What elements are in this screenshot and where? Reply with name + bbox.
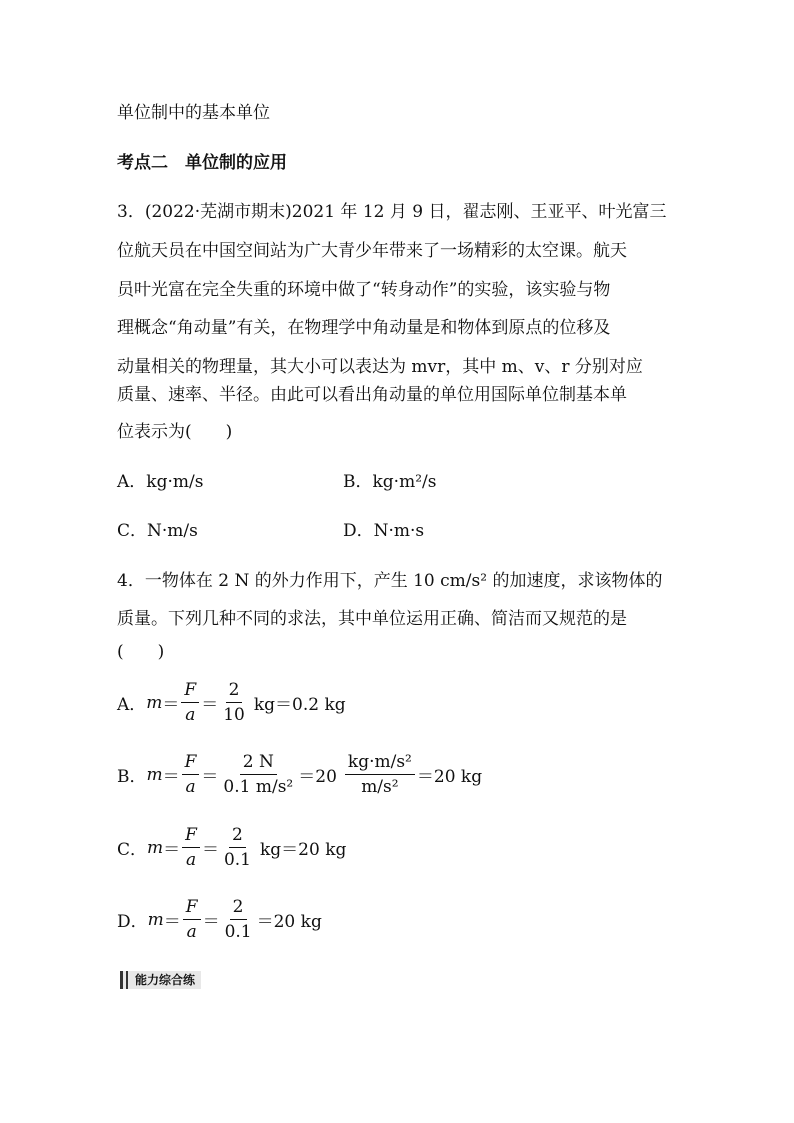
denominator: a [185,777,196,797]
fraction-values [221,825,254,870]
q4-line-3: ( ) [117,642,165,662]
q3-line-6: 质量、速率、半径。由此可以看出角动量的单位用国际单位制基本单 [117,385,627,405]
fraction-units [345,752,415,797]
q4-option-c [117,825,346,870]
fraction-values [222,897,255,942]
q3-line-3: 员叶光富在完全失重的环境中做了“转身动作”的实验，该实验与物 [117,280,611,300]
q4-line-2: 质量。下列几种不同的求法，其中单位运用正确、简洁而又规范的是 [117,609,627,629]
equals: ＝ [201,840,219,860]
q3-option-c: C．N·m/s [117,521,198,541]
result: kg＝0.2 kg [253,695,346,715]
numerator: F [181,680,199,703]
equals: ＝ [162,767,180,787]
denominator: m/s² [361,777,399,797]
numerator: 2 N [240,752,277,775]
math-m: m [146,692,163,713]
equals: ＝ [201,767,219,787]
q3-option-b: B．kg·m²/s [343,472,437,492]
denominator: 0.1 [223,850,251,870]
q4-option-d [117,897,322,942]
numerator: F [182,825,200,848]
denominator: 0.1 m/s² [223,777,294,797]
denominator: a [185,705,196,725]
math-m: m [147,909,164,930]
option-label: A． [117,695,147,715]
fraction-values [220,752,296,797]
q3-line-7: 位表示为( ) [117,422,233,442]
numerator: F [183,897,201,920]
middle-result: ＝20 [298,767,337,787]
denominator: a [185,850,197,870]
fraction-values [220,680,248,725]
q3-line-4: 理概念“角动量”有关，在物理学中角动量是和物体到原点的位移及 [117,318,611,338]
q4-line-1: 4．一物体在 2 N 的外力作用下，产生 10 cm/s² 的加速度，求该物体的 [117,571,663,591]
q3-line-5: 动量相关的物理量，其大小可以表达为 mvr，其中 m、v、r 分别对应 [117,357,643,377]
equals: ＝ [163,912,181,932]
fraction-f-over-a [182,752,200,797]
equals: ＝ [163,840,181,860]
math-m: m [147,837,164,858]
option-label: C． [117,840,148,860]
section-tag: 能力综合练 [120,971,201,989]
section-heading: 考点二 单位制的应用 [117,153,287,173]
q3-option-d: D．N·m·s [343,521,425,541]
equals: ＝ [201,695,219,715]
q3-line-2: 位航天员在中国空间站为广大青少年带来了一场精彩的太空课。航天 [117,241,627,261]
q4-option-a [117,680,346,725]
equals: ＝ [162,695,180,715]
numerator: 2 [229,825,246,848]
denominator: 10 [223,705,245,725]
numerator: F [182,752,200,775]
result: kg＝20 kg [259,840,347,860]
option-label: D． [117,912,148,932]
denominator: 0.1 [224,922,252,942]
math-m: m [146,764,163,785]
intro-line: 单位制中的基本单位 [117,103,270,123]
result: ＝20 kg [416,767,483,787]
numerator: 2 [226,680,243,703]
fraction-f-over-a [182,825,200,870]
option-label: B． [117,767,147,787]
q3-option-a: A．kg·m/s [117,472,204,492]
result: ＝20 kg [256,912,322,932]
numerator: kg·m/s² [345,752,415,775]
q3-line-1: 3．(2022·芜湖市期末)2021 年 12 月 9 日，翟志刚、王亚平、叶光富三 [117,202,667,222]
equals: ＝ [202,912,220,932]
denominator: a [186,922,197,942]
fraction-f-over-a [181,680,199,725]
q4-option-b [117,752,482,797]
numerator: 2 [230,897,247,920]
fraction-f-over-a [183,897,201,942]
